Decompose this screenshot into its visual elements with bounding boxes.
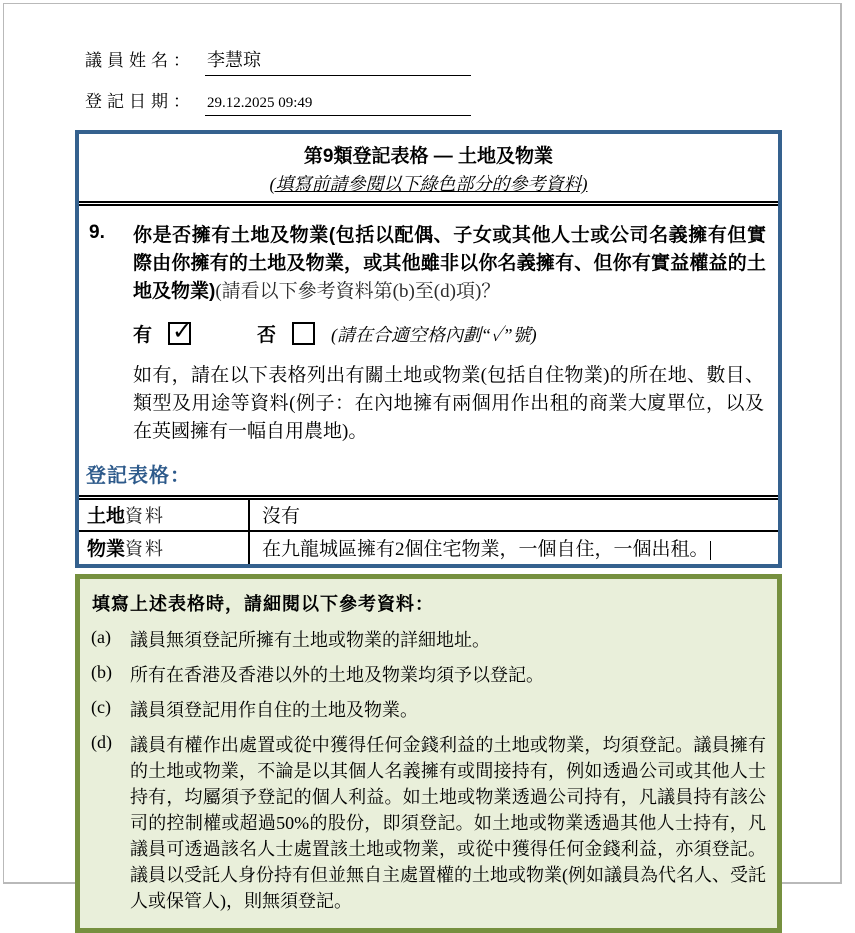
reference-item-d xyxy=(91,732,766,914)
member-name-field[interactable] xyxy=(205,46,471,76)
reference-notes-header: 填寫上述表格時，請細閱以下參考資料： xyxy=(92,593,434,614)
registration-date-label: 登記日期： xyxy=(85,92,195,111)
property-row-label xyxy=(79,531,249,564)
property-value-text: 在九龍城區擁有2個住宅物業，一個自住，一個出租。 xyxy=(262,539,709,560)
reference-item-d-marker: (d) xyxy=(91,731,112,752)
form-content xyxy=(75,130,782,933)
category9-form-box xyxy=(75,130,782,568)
property-label-rest: 資料 xyxy=(125,539,166,559)
form-header xyxy=(79,134,778,206)
land-value-field[interactable] xyxy=(249,498,778,531)
yes-no-choice-row xyxy=(133,317,778,347)
question-9-row xyxy=(79,206,778,306)
no-label: 否 xyxy=(257,325,277,346)
member-name-value: 李慧琼 xyxy=(207,50,261,70)
question-reference-note: (請看以下參考資料第(b)至(d)項)？ xyxy=(215,281,501,302)
question-bold-text: 你是否擁有土地及物業(包括以配偶、子女或其他人士或公司名義擁有但實際由你擁有的土地及物業，或其他雖非以你名義擁有、但你有實益權益的土地及物業) xyxy=(133,225,766,302)
land-label-bold: 土地 xyxy=(87,506,126,528)
land-value-text: 沒有 xyxy=(262,506,301,528)
member-name-label: 議員姓名： xyxy=(85,51,195,70)
registration-date-field[interactable] xyxy=(205,94,471,116)
reference-item-a-text: 議員無須登記所擁有土地或物業的詳細地址。 xyxy=(130,629,490,650)
land-label-rest: 資料 xyxy=(125,506,166,527)
reference-item-c-text: 議員須登記用作自住的土地及物業。 xyxy=(130,699,418,720)
land-row-label xyxy=(79,498,249,531)
registration-table xyxy=(79,495,778,564)
reference-item-c xyxy=(91,697,766,723)
member-identity-section xyxy=(85,46,471,127)
property-label-bold: 物業 xyxy=(87,539,126,560)
table-row-land xyxy=(79,498,778,531)
table-row-property xyxy=(79,531,778,564)
yes-checkbox[interactable] xyxy=(168,317,193,345)
registration-date-row xyxy=(85,87,471,116)
text-cursor xyxy=(710,541,712,560)
reference-item-a-marker: (a) xyxy=(91,626,111,647)
reference-item-c-marker: (c) xyxy=(91,696,111,717)
reference-item-d-text: 議員有權作出處置或從中獲得任何金錢利益的土地或物業，均須登記。議員擁有的土地或物業，不論是以其個人名義擁有或間接持有，例如透過公司或其他人士持有，均屬須予登記的個人利益。如土地或物業透過公司持有，凡議員持有該公司的控制權或超過50%的股份，即須登記。如土地或物業透過其他人士持有，凡議員可透過該名人士處置該土地或物業，或從中獲得任何金錢利益，亦須登記。議員以受託人身份持有但並無自主處置權的土地或物業(例如議員為代名人、受託人或保管人)，則無須登記。 xyxy=(130,734,766,911)
registration-date-value: 29.12.2025 09:49 xyxy=(207,95,313,111)
question-number: 9. xyxy=(89,222,105,243)
tick-instruction-hint: (請在合適空格內劃“✓”號) xyxy=(331,324,537,345)
reference-item-b-text: 所有在香港及香港以外的土地及物業均須予以登記。 xyxy=(130,664,544,685)
reference-item-a xyxy=(91,627,766,653)
reference-item-b-marker: (b) xyxy=(91,661,112,682)
checkmark-icon: ✓ xyxy=(172,317,193,345)
no-checkbox[interactable] xyxy=(292,322,315,345)
reference-item-b xyxy=(91,662,766,688)
register-table-label: 登記表格： xyxy=(86,465,191,487)
reference-notes-box xyxy=(75,574,782,933)
question-text xyxy=(133,222,766,306)
form-title: 第9類登記表格 — 土地及物業 xyxy=(303,146,554,167)
property-value-field[interactable] xyxy=(249,531,778,564)
member-name-row xyxy=(85,46,471,76)
form-subtitle: (填寫前請參閱以下綠色部分的參考資料) xyxy=(269,174,588,194)
fill-instruction-paragraph: 如有，請在以下表格列出有關土地或物業(包括自住物業)的所在地、數目、類型及用途等資料(例子：在內地擁有兩個用作出租的商業大廈單位，以及在英國擁有一幅自用農地)。 xyxy=(133,365,764,442)
yes-label: 有 xyxy=(133,325,153,346)
